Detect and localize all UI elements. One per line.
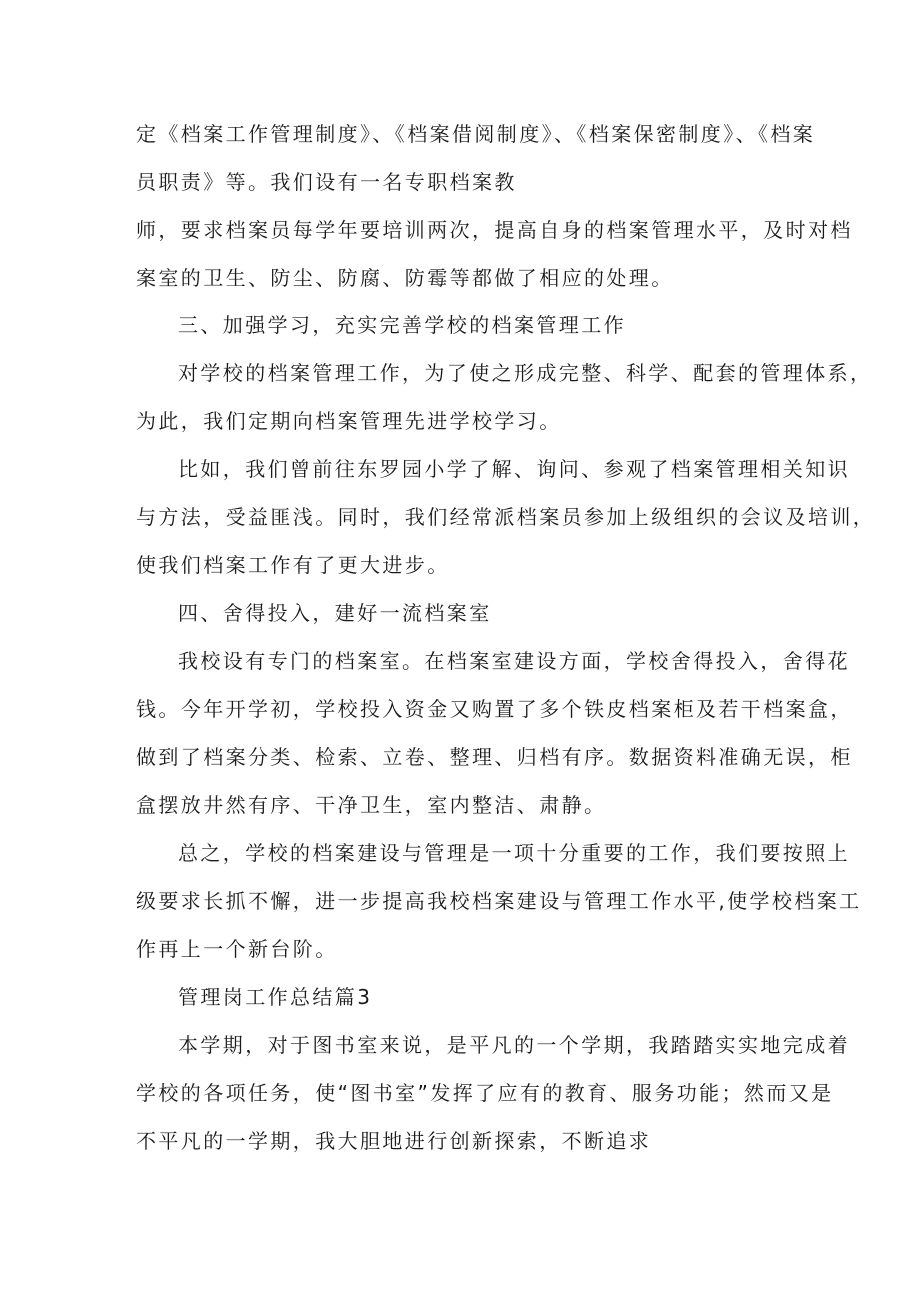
paragraph-line: 盒摆放井然有序、干净卫生，室内整洁、肃静。: [136, 793, 607, 817]
paragraph-line: 级要求长抓不懈，进一步提高我校档案建设与管理工作水平,使学校档案工: [136, 889, 862, 913]
paragraph-line: 员职责》等。我们设有一名专职档案教: [136, 170, 517, 194]
paragraph-line: 使我们档案工作有了更大进步。: [136, 553, 450, 577]
paragraph-line: 做到了档案分类、检索、立卷、整理、归档有序。数据资料准确无误，柜: [136, 745, 853, 769]
paragraph-line: 对学校的档案管理工作，为了使之形成完整、科学、配套的管理体系，: [178, 361, 873, 385]
paragraph-line: 师，要求档案员每学年要培训两次，提高自身的档案管理水平，及时对档: [136, 218, 853, 242]
paragraph-line: 总之，学校的档案建设与管理是一项十分重要的工作，我们要按照上: [178, 841, 850, 865]
paragraph-line: 作再上一个新台阶。: [136, 937, 338, 961]
paragraph-line: 学校的各项任务，使“图书室”发挥了应有的教育、服务功能；然而又是: [136, 1081, 834, 1105]
paragraph-line: 我校设有专门的档案室。在档案室建设方面，学校舍得投入，舍得花: [178, 649, 850, 673]
paragraph-line: 定《档案工作管理制度》、《档案借阅制度》、《档案保密制度》、《档案: [136, 122, 816, 146]
paragraph-line: 为此，我们定期向档案管理先进学校学习。: [136, 409, 562, 433]
paragraph-line: 比如，我们曾前往东罗园小学了解、询问、参观了档案管理相关知识: [178, 457, 850, 481]
paragraph-line: 钱。今年开学初，学校投入资金又购置了多个铁皮档案柜及若干档案盒，: [136, 697, 853, 721]
section-heading: 四、舍得投入，建好一流档案室: [178, 601, 492, 625]
section-title: 管理岗工作总结篇3: [178, 985, 373, 1009]
section-heading: 三、加强学习，充实完善学校的档案管理工作: [178, 313, 626, 337]
paragraph-line: 与方法，受益匪浅。同时，我们经常派档案员参加上级组织的会议及培训，: [136, 505, 876, 529]
paragraph-line: 案室的卫生、防尘、防腐、防霉等都做了相应的处理。: [136, 266, 674, 290]
paragraph-line: 本学期，对于图书室来说，是平凡的一个学期，我踏踏实实地完成着: [178, 1033, 850, 1057]
paragraph-line: 不平凡的一学期，我大胆地进行创新探索，不断追求: [136, 1129, 652, 1153]
